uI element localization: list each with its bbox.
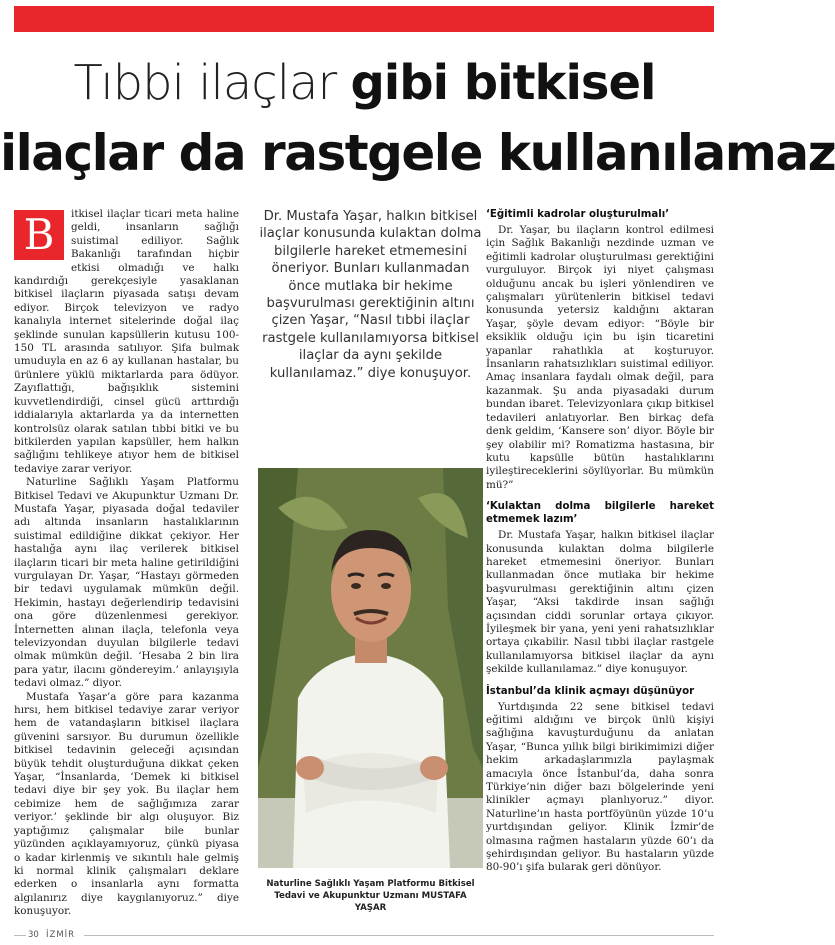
page-number: 30 [28,930,39,940]
page-footer [14,930,714,940]
headline-bold-part: gibi bitkisel [350,55,656,111]
subhead-3: İstanbul’da klinik açmayı düşünüyor [486,685,695,697]
paragraph: Yurtdışında 22 sene bitkisel tedavi eğitimi aldığını ve birçok ünlü kişiyi sağlığına kavuşturduğunu da anlatan Yaşar, “Bunca yıllık bilgi birikimimizi diğer hekim arkadaşlarımızla paylaşmak amacıyla önce İstanbul’da, daha sonra Türkiye’nin diğer bazı bölgelerinde yeni klinikler açmayı planlıyoruz.” diyor. Naturline’ın hasta portföyünün yüzde 10’u yurtdışından geliyor. Klinik İzmir’de olmasına rağmen hastaların yüzde 60’ı da şehirdışından geliyor. Bu hastaların yüzde 80-90’ı şifa bularak geri dönüyor. [486,700,714,874]
headline-line-2: ilaçlar da rastgele kullanılamaz [0,124,835,182]
paragraph: Dr. Mustafa Yaşar, halkın bitkisel ilaçlar konusunda kulaktan dolma bilgilerle hareket etmemesini öneriyor. Bunları kullanmadan önce mutlaka bir hekime başvurulması gerektiğinin altını çizen Yaşar, “Aksi takdirde insan sağlığı açısından ciddi sorunlar ortaya çıkıyor. İyileşmek bir yana, yeni yeni rahatsızlıklar ortaya çıkabilir. Nasıl tıbbi ilaçlar rastgele kullanılamıyorsa bitkisel ilaçlar da aynı şekilde kullanılamaz.” diye konuşuyor. [486,529,714,676]
pull-quote: Dr. Mustafa Yaşar, halkın bitkisel ilaçlar konusunda kulaktan dolma bilgilerle hareket etmemesini öneriyor. Bunları kullanmadan önce mutlaka bir hekime başvurulması gerektiğinin altını çizen Yaşar, “Nasıl tıbbi ilaçlar rastgele kullanılamıyorsa bitkisel ilaçlar da aynı şekilde kullanılamaz.” diye konuşuyor. [259,209,482,381]
photo-caption [258,878,483,914]
subhead-2: ‘Kulaktan dolma bilgilerle hareket etmemek lazım’ [486,501,714,526]
drop-cap: B [14,210,64,260]
top-red-bar [14,6,714,32]
footer-rule-left [14,935,26,936]
caption-line-2: Tedavi ve Akupunktur Uzmanı MUSTAFA YAŞAR [274,891,467,913]
caption-line-1: Naturline Sağlıklı Yaşam Platformu Bitkisel [266,879,475,889]
portrait-photo [258,468,483,868]
paragraph: itkisel ilaçlar ticari meta haline geldi, insanların sağlığı suistimal ediliyor. Sağlık Bakanlığı tarafından hiçbir etkisi olmadığı ve halkı kandırdığı gerekçesiyle yasaklanan bitkisel ilaçların piyasada satışı devam ediyor. Birçok televizyon ve radyo kanalıyla internet sitelerinde doğal ilaç şeklinde sunulan kapsüllerin kutusu 100-150 TL arasında satılıyor. Şifa bulmak umuduyla en az 6 ay kullanan hastalar, bu ürünlere yüklü miktarlarda para ödüyor. Zayıflattığı, bağışıklık sistemini kuvvetlendirdiği, cinsel gücü arttırdığı iddialarıyla aktarlarda ya da internetten kontrolsüz olarak satılan tıbbi bitki ve bu bitkilerden yapılan kapsüller, hem halkın sağlığını tehlikeye atıyor hem de bitkisel tedaviye zarar veriyor. [14,208,239,475]
headline-light-part: Tıbbi ilaçlar [73,55,351,111]
headline-line-1 [0,55,729,111]
article-column-1 [14,208,239,919]
article-column-3 [486,208,714,875]
footer-city: İZMİR [46,930,76,940]
subhead-1: ‘Eğitimli kadrolar oluşturulmalı’ [486,209,670,220]
footer-rule [84,935,714,936]
paragraph: Mustafa Yaşar’a göre para kazanma hırsı, hem bitkisel tedaviye zarar veriyor hem de vatandaşların bitkisel ilaçlara güvenini sarsıyor. Bu durumun özellikle bitkisel tedavinin geleceği açısından büyük tehdit oluşturduğuna dikkat çeken Yaşar, “İnsanlarda, ‘Demek ki bitkisel tedavi diye bir şey yok. Bu ilaçlar hem cebimize hem de sağlığımıza zarar veriyor.’ şeklinde bir algı oluşuyor. Biz yaptığımız çalışmalar bile bunlar yüzünden açıklayamıyoruz, çünkü piyasa o kadar kirlenmiş ve sıkıntılı hale gelmiş ki normal klinik çalışmaları deklare ederken o insanlarla aynı formatta algılanırız diye kaygılanıyoruz.” diye konuşuyor. [14,690,239,918]
paragraph: Dr. Yaşar, bu ilaçların kontrol edilmesi için Sağlık Bakanlığı nezdinde uzman ve eğitimli kadrolar oluşturulması gerektiğini vurguluyor. Birçok iyi niyet çalışması olduğunu ancak bu işleri yönlendiren ve çalışmaları yürütenlerin bitkisel tedavi konusunda yetersiz kaldığını aktaran Yaşar, şöyle devam ediyor: “Böyle bir eksiklik olduğu için bu işin ticaretini yapanlar rahatlıkla at koşturuyor. İnsanların rahatsızlıkları suistimal ediliyor. Amaç insanlara faydalı olmak değil, para kazanmak. Şu anda piyasadaki durum bundan ibaret. Televizyonlara çıkıp bitkisel tedavileri anlatıyorlar. Ben birkaç defa denk geldim, ‘Kansere son’ diyor. Böyle bir şey olabilir mi? Romatizma hastasına, bir kutu kapsülle bütün hastalıklarını iyileştireceklerini söylüyorlar. Bu mümkün mü?” [486,224,714,491]
paragraph: Naturline Sağlıklı Yaşam Platformu Bitkisel Tedavi ve Akupunktur Uzmanı Dr. Mustafa Yaşar, piyasada doğal tedaviler adı altında insanların hastalıklarının suistimal edildiğine dikkat çekiyor. Her hastalığa aynı ilaç verilerek bitkisel ilaçların ticari bir meta haline getirildiğini vurgulayan Dr. Yaşar, “Hastayı görmeden bir tedavi uygulamak mümkün değil. Hekimin, hastayı değerlendirip tedavisini ona göre düzenlenmesi gerekiyor. İnternetten alınan ilaçla, telefonla veya televizyondan duyulan bilgilerle tedavi olmak mümkün değil. ‘Hesaba 2 bin lira para yatır, ilacını göndereyim.’ anlayışıyla tedavi olmaz.” diyor. [14,476,239,690]
